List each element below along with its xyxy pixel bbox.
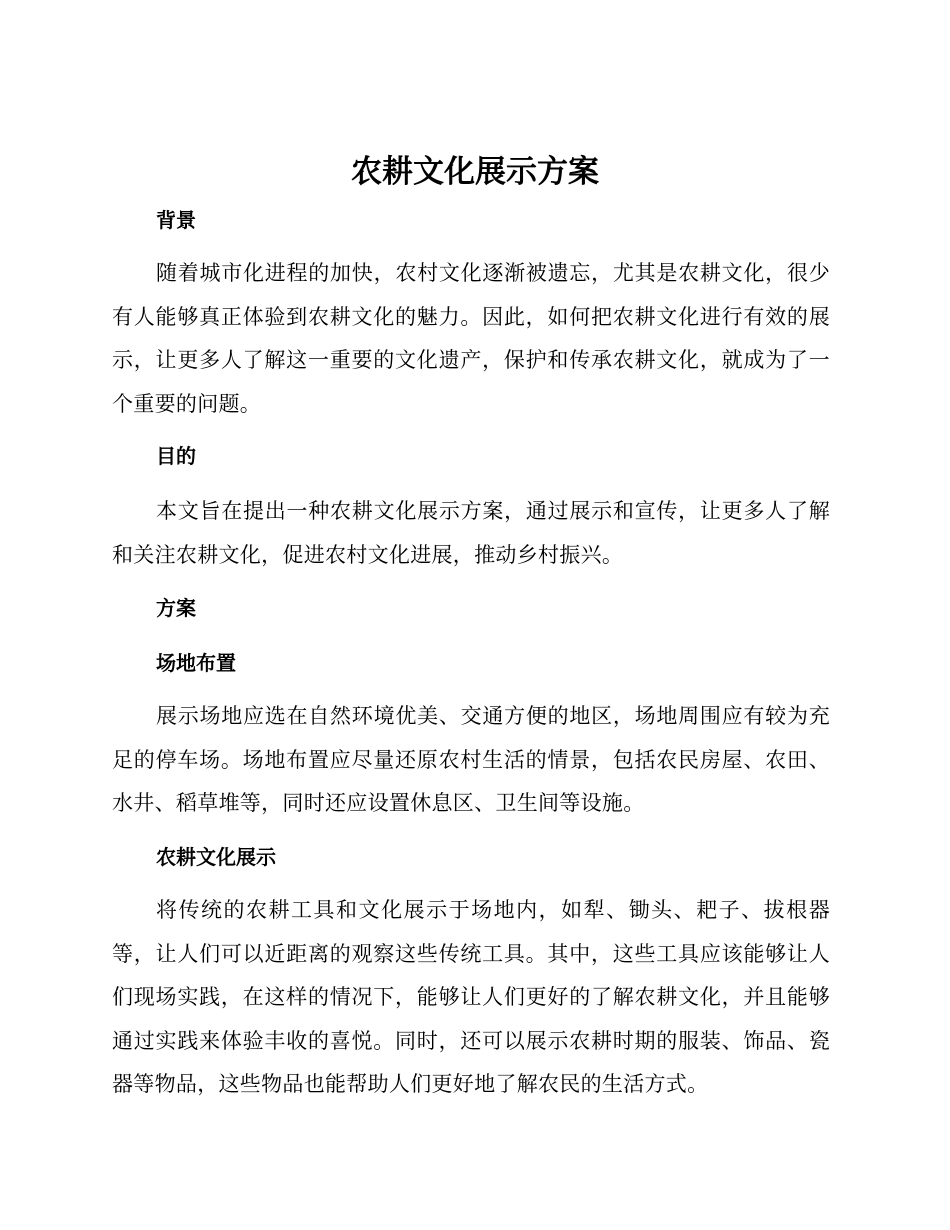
section-paragraph-background: 随着城市化进程的加快，农村文化逐渐被遗忘，尤其是农耕文化，很少有人能够真正体验到农耕文化的魅力。因此，如何把农耕文化进行有效的展示，让更多人了解这一重要的文化遗产，保护和传承农耕文化，就成为了一个重要的问题。 [112, 261, 830, 416]
section-paragraph-purpose: 本文旨在提出一种农耕文化展示方案，通过展示和宣传，让更多人了解和关注农耕文化，促进农村文化进展，推动乡村振兴。 [112, 499, 830, 567]
section-heading-plan: 方案 [156, 596, 196, 620]
section-heading-farming-exhibition: 农耕文化展示 [156, 845, 276, 869]
section-heading-purpose: 目的 [156, 444, 196, 468]
section-heading-venue-layout: 场地布置 [156, 651, 236, 675]
section-paragraph-farming-exhibition: 将传统的农耕工具和文化展示于场地内，如犁、锄头、耙子、拔根器等，让人们可以近距离的观察这些传统工具。其中，这些工具应该能够让人们现场实践，在这样的情况下，能够让人们更好的了解农耕文化，并且能够通过实践来体验丰收的喜悦。同时，还可以展示农耕时期的服装、饰品、瓷器等物品，这些物品也能帮助人们更好地了解农民的生活方式。 [112, 898, 830, 1096]
section-heading-background: 背景 [156, 208, 196, 232]
section-paragraph-venue-layout: 展示场地应选在自然环境优美、交通方便的地区，场地周围应有较为充足的停车场。场地布置应尽量还原农村生活的情景，包括农民房屋、农田、水井、稻草堆等，同时还应设置休息区、卫生间等设施。 [112, 704, 830, 815]
document-title: 农耕文化展示方案 [351, 154, 599, 190]
